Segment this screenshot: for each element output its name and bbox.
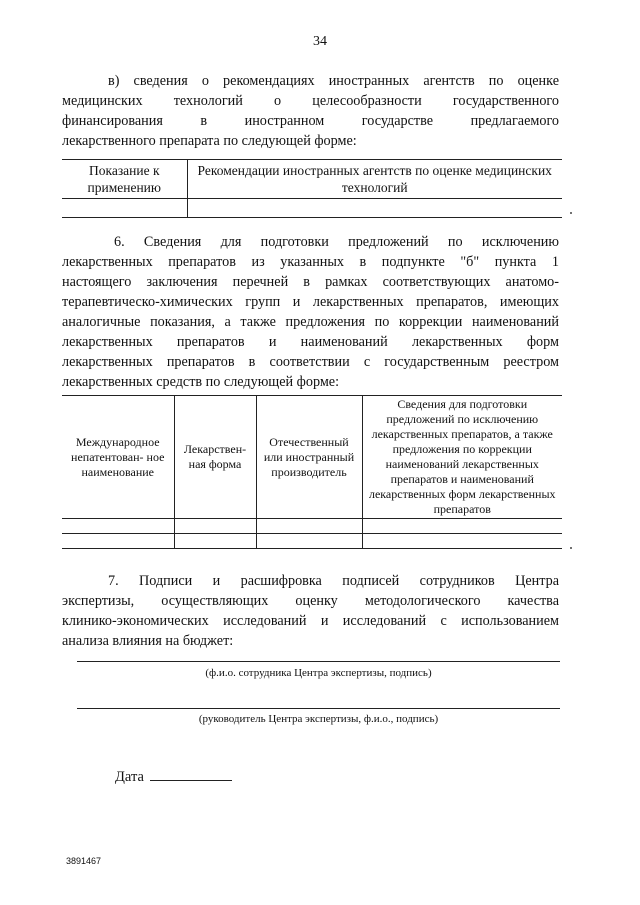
paragraph-line: 6. Сведения для подготовки предложений по исключению: [114, 234, 559, 250]
section-v-paragraph: [62, 71, 559, 151]
table-header-inn: Международное непатентован- ное наименование: [62, 396, 174, 519]
employee-signature-caption: (ф.и.о. сотрудника Центра экспертизы, подпись): [205, 667, 432, 679]
date-label: Дата: [115, 769, 144, 785]
table-cell: [256, 519, 362, 534]
section-7-paragraph: [62, 571, 559, 651]
table-cell: [362, 519, 562, 534]
table-header-indication: Показание к применению: [62, 160, 187, 199]
paragraph-line: анализа влияния на бюджет:: [62, 633, 234, 649]
paragraph-line: лекарственного препарата по следующей форме:: [62, 133, 357, 149]
paragraph-line: аналогичные показания, а также предложения по коррекции наименований: [62, 314, 559, 330]
section-6-paragraph: [62, 232, 559, 392]
scan-dot: [570, 212, 572, 214]
table-row: [62, 199, 562, 218]
table-header-manufacturer: Отечественный или иностранный производитель: [256, 396, 362, 519]
table-cell: [62, 199, 187, 218]
paragraph-line: лекарственных препаратов из указанных в подпункте "б" пункта 1: [62, 254, 559, 270]
page-number: 34: [313, 34, 327, 49]
table-row: [62, 534, 562, 549]
paragraph-line: лекарственных препаратов и наименований лекарственных форм: [62, 334, 559, 350]
date-field: [115, 767, 232, 786]
agency-recommendations-table: [62, 159, 562, 218]
head-signature-caption: (руководитель Центра экспертизы, ф.и.о., подпись): [198, 713, 439, 725]
table-row: [62, 519, 562, 534]
exclusion-proposals-table: [62, 395, 562, 549]
document-id: 3891467: [66, 856, 102, 866]
paragraph-line: экспертизы, осуществляющих оценку методологического качества: [62, 593, 559, 609]
table-cell: [362, 534, 562, 549]
paragraph-line: клинико-экономических исследований и исследований с использованием: [62, 613, 559, 629]
paragraph-line: терапевтическо-химических групп и лекарственных препаратов, имеющих: [62, 294, 559, 310]
paragraph-line: лекарственных средств по следующей форме:: [62, 374, 340, 390]
table-header-recommendations: Рекомендации иностранных агентств по оценке медицинских технологий: [187, 160, 562, 199]
paragraph-line: 7. Подписи и расшифровка подписей сотрудников Центра: [108, 573, 559, 589]
table-header-proposals: Сведения для подготовки предложений по исключению лекарственных препаратов, а также предложения по коррекции наименований лекарственных препаратов и наименований лекарственных форм лекарственных препаратов: [362, 396, 562, 519]
paragraph-line: лекарственных препаратов в соответствии с государственным реестром: [62, 354, 559, 370]
table-cell: [62, 534, 174, 549]
table-cell: [174, 519, 256, 534]
head-signature-line: [77, 708, 560, 709]
date-blank-line: [150, 767, 232, 781]
employee-signature-line: [77, 661, 560, 662]
paragraph-line: в) сведения о рекомендациях иностранных агентств по оценке: [108, 73, 559, 89]
paragraph-line: медицинских технологий о целесообразности государственного: [62, 93, 559, 109]
table-cell: [256, 534, 362, 549]
paragraph-line: финансирования в иностранном государстве предлагаемого: [62, 113, 559, 129]
table-cell: [174, 534, 256, 549]
scan-dot: [570, 547, 572, 549]
table-cell: [62, 519, 174, 534]
table-cell: [187, 199, 562, 218]
paragraph-line: настоящего заключения перечней в рамках соответствующих анатомо-: [62, 274, 559, 290]
table-header-dosage-form: Лекарствен- ная форма: [174, 396, 256, 519]
